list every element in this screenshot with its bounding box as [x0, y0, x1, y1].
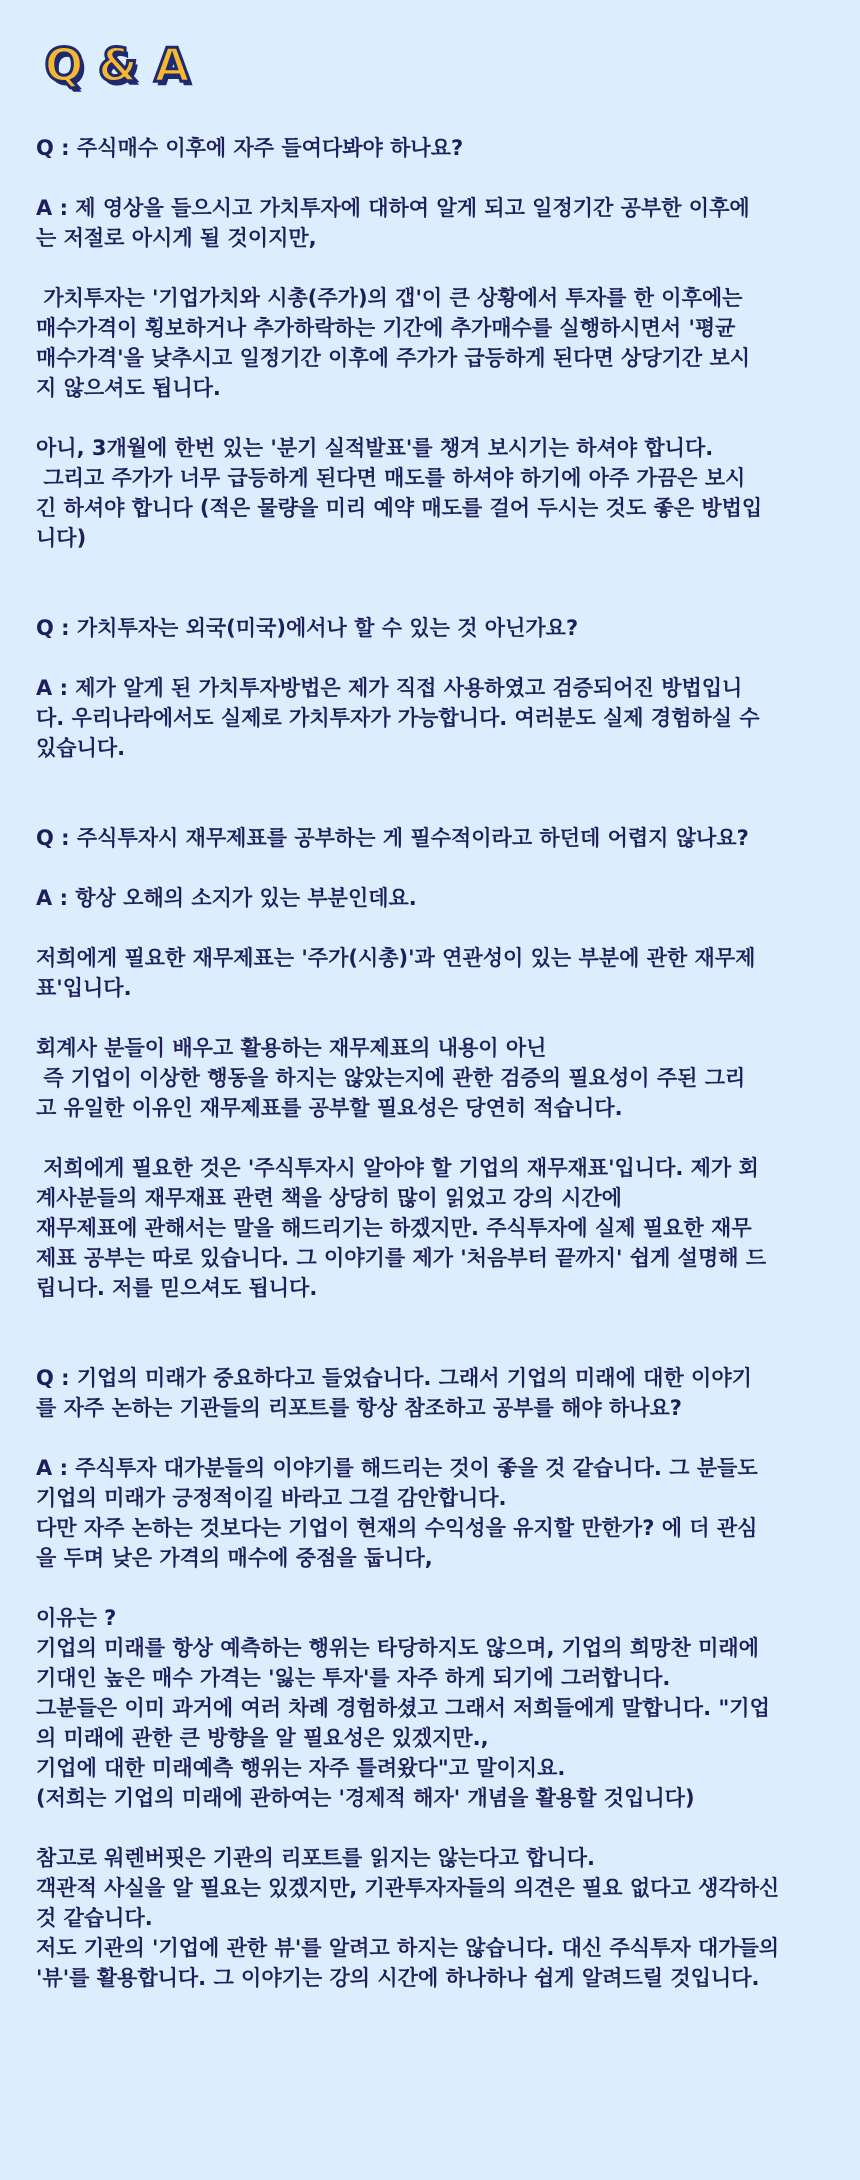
answer-3-paragraph-1: A : 항상 오해의 소지가 있는 부분인데요.	[36, 886, 417, 910]
qa-logo	[40, 40, 196, 90]
answer-3-paragraph-3: 회계사 분들이 배우고 활용하는 재무제표의 내용이 아닌 즉 기업이 이상한 행동을 하지는 않았는지에 관한 검증의 필요성이 주된 그리 고 유일한 이유인 재무제표를 공부할 필요성은 당연히 적습니다.	[36, 1036, 746, 1120]
answer-1-paragraph-3: 아니, 3개월에 한번 있는 '분기 실적발표'를 챙겨 보시기는 하셔야 합니다. 그리고 주가가 너무 급등하게 된다면 매도를 하셔야 하기에 아주 가끔은 보시 긴 하셔야 합니다 (적은 물량을 미리 예약 매도를 걸어 두시는 것도 좋은 방법입 니다)	[36, 436, 763, 550]
logo-letter-q: Q	[44, 38, 84, 92]
answer-3-paragraph-4: 저희에게 필요한 것은 '주식투자시 알아야 할 기업의 재무재표'입니다. 제가 회 계사분들의 재무재표 관련 책을 상당히 많이 읽었고 강의 시간에 재무제표에 관해서는 말을 해드리기는 하겠지만. 주식투자에 실제 필요한 재무 제표 공부는 따로 있습니다. 그 이야기를 제가 '처음부터 끝까지' 쉽게 설명해 드 립니다. 저를 믿으셔도 됩니다.	[36, 1156, 767, 1300]
answer-2-paragraph-1: A : 제가 알게 된 가치투자방법은 제가 직접 사용하였고 검증되어진 방법입니 다. 우리나라에서도 실제로 가치투자가 가능합니다. 여러분도 실제 경험하실 수 있습니다.	[36, 676, 760, 760]
answer-4-paragraph-1: A : 주식투자 대가분들의 이야기를 해드리는 것이 좋을 것 같습니다. 그 분들도 기업의 미래가 긍정적이길 바라고 그걸 감안합니다. 다만 자주 논하는 것보다는 기업이 현재의 수익성을 유지할 만한가? 에 더 관심 을 두며 낮은 가격의 매수에 중점을 둡니다,	[36, 1456, 758, 1570]
answer-4-paragraph-3: 참고로 워렌버핏은 기관의 리포트를 읽지는 않는다고 합니다. 객관적 사실을 알 필요는 있겠지만, 기관투자자들의 의견은 필요 없다고 생각하신 것 같습니다. 저도 기관의 '기업에 관한 뷰'를 알려고 하지는 않습니다. 대신 주식투자 대가들의 '뷰'를 활용합니다. 그 이야기는 강의 시간에 하나하나 쉽게 알려드릴 것입니다.	[36, 1846, 780, 1990]
answer-1-paragraph-2: 가치투자는 '기업가치와 시총(주가)의 갭'이 큰 상황에서 투자를 한 이후에는 매수가격이 횡보하거나 추가하락하는 기간에 추가매수를 실행하시면서 '평균 매수가격'을 낮추시고 일정기간 이후에 주가가 급등하게 된다면 상당기간 보시 지 않으셔도 됩니다.	[36, 286, 751, 400]
answer-3-paragraph-2: 저희에게 필요한 재무제표는 '주가(시총)'과 연관성이 있는 부분에 관한 재무제 표'입니다.	[36, 946, 756, 1000]
question-2: Q : 가치투자는 외국(미국)에서나 할 수 있는 것 아닌가요?	[36, 616, 579, 640]
answer-1-paragraph-1: A : 제 영상을 들으시고 가치투자에 대하여 알게 되고 일정기간 공부한 이후에 는 저절로 아시게 될 것이지만,	[36, 196, 750, 250]
qa-content	[36, 133, 826, 1993]
question-3: Q : 주식투자시 재무제표를 공부하는 게 필수적이라고 하던데 어렵지 않나요?	[36, 826, 749, 850]
question-4: Q : 기업의 미래가 중요하다고 들었습니다. 그래서 기업의 미래에 대한 이야기 를 자주 논하는 기관들의 리포트를 항상 참조하고 공부를 해야 하나요?	[36, 1366, 752, 1420]
logo-letter-ampersand: &	[97, 38, 139, 92]
question-1: Q : 주식매수 이후에 자주 들여다봐야 하나요?	[36, 136, 464, 160]
answer-4-paragraph-2: 이유는 ? 기업의 미래를 항상 예측하는 행위는 타당하지도 않으며, 기업의 희망찬 미래에 기대인 높은 매수 가격는 '잃는 투자'를 자주 하게 되기에 그러합니다. 그분들은 이미 과거에 여러 차례 경험하셨고 그래서 저희들에게 말합니다. "기업 의 미래에 관한 큰 방향을 알 필요성은 있겠지만., 기업에 대한 미래예측 행위는 자주 틀려왔다"고 말이지요. (저희는 기업의 미래에 관하여는 '경제적 해자' 개념을 활용할 것입니다)	[36, 1606, 770, 1810]
logo-letter-a: A	[154, 38, 190, 92]
